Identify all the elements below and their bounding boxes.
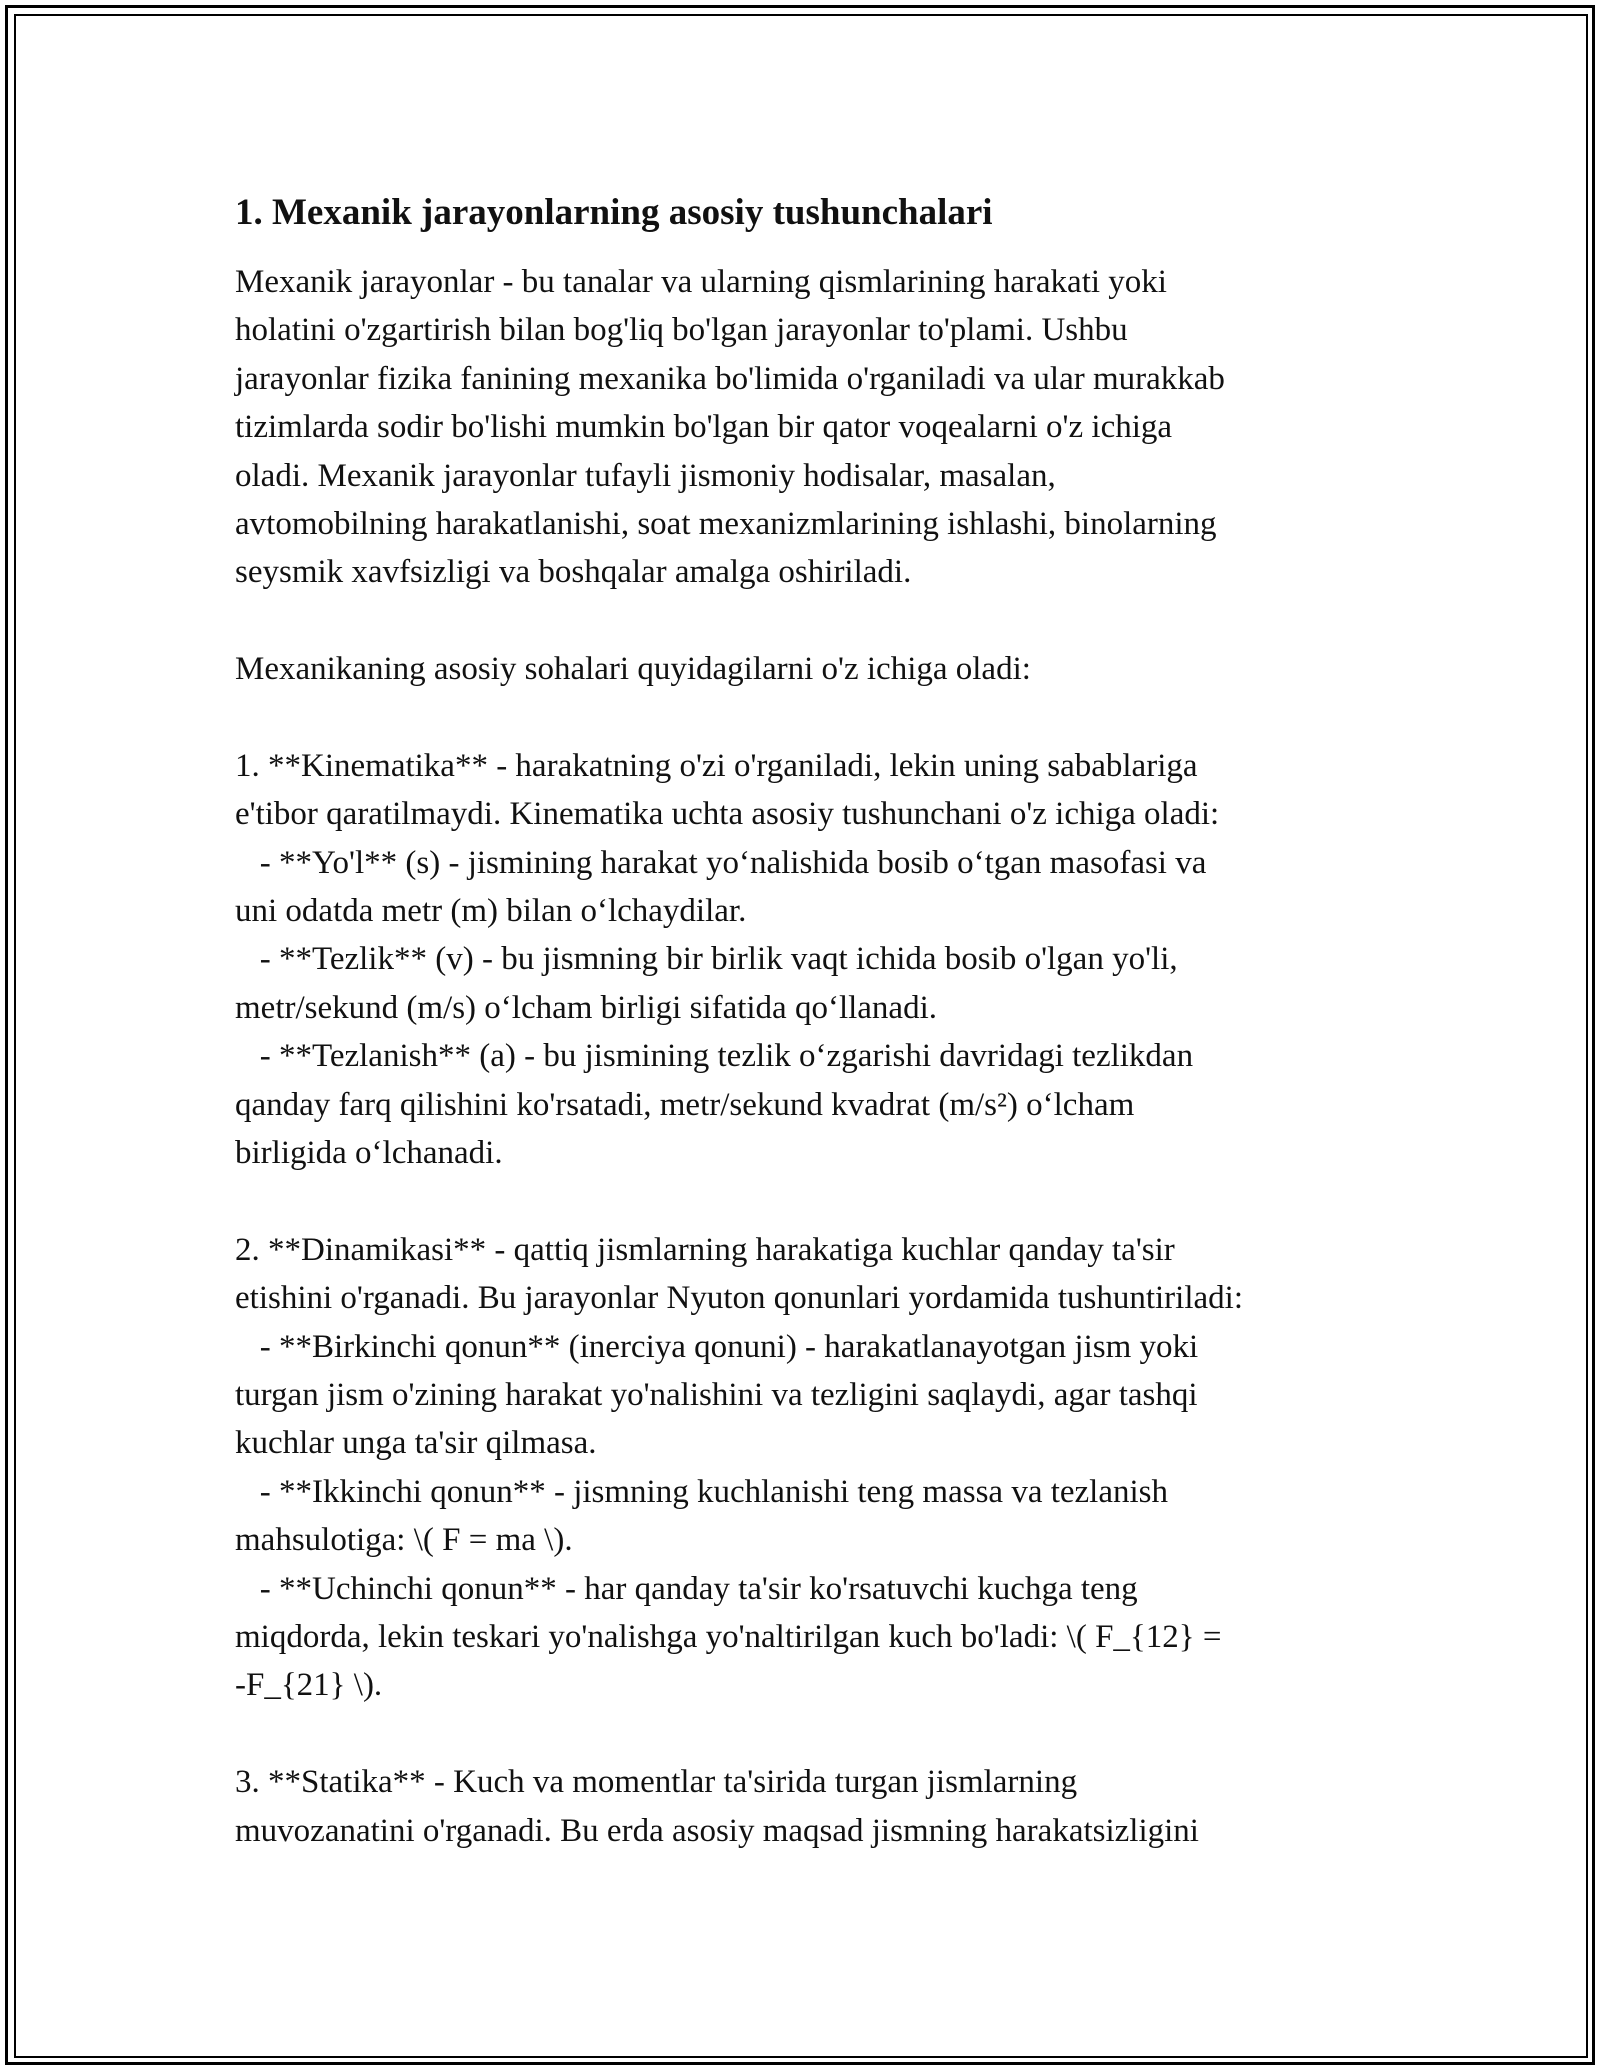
text-line: - **Ikkinchi qonun** - jismning kuchlanishi teng massa va tezlanish [235,1473,1169,1510]
text-line: turgan jism o'zining harakat yo'nalishini va tezligini saqlaydi, agar tashqi [235,1376,1198,1413]
text-line: avtomobilning harakatlanishi, soat mexanizmlarining ishlashi, binolarning [235,505,1217,542]
text-line: - **Tezlanish** (a) - bu jismining tezlik o‘zgarishi davridagi tezlikdan [235,1038,1194,1075]
text-line: tizimlarda sodir bo'lishi mumkin bo'lgan bir qator voqealarni o'z ichiga [235,409,1173,446]
document-text [235,258,1365,1855]
text-line: etishini o'rganadi. Bu jarayonlar Nyuton qonunlari yordamida tushuntiriladi: [235,1280,1243,1317]
section-heading: 1. Mexanik jarayonlarning asosiy tushunchalari [235,192,993,233]
text-line: seysmik xavfsizligi va boshqalar amalga oshiriladi. [235,554,912,591]
blank-line [235,597,1365,645]
text-line: 1. **Kinematika** - harakatning o'zi o'rganiladi, lekin uning sabablariga [235,747,1198,784]
text-line: - **Uchinchi qonun** - har qanday ta'sir ko'rsatuvchi kuchga teng [235,1570,1138,1607]
text-line: mahsulotiga: \( F = ma \). [235,1522,573,1559]
text-line: Mexanik jarayonlar - bu tanalar va ularning qismlarining harakati yoki [235,264,1167,300]
text-line: oladi. Mexanik jarayonlar tufayli jismoniy hodisalar, masalan, [235,457,1056,494]
text-line: metr/sekund (m/s) o‘lcham birligi sifatida qo‘llanadi. [235,989,937,1026]
text-line: qanday farq qilishini ko'rsatadi, metr/sekund kvadrat (m/s²) o‘lcham [235,1086,1135,1123]
text-line: jarayonlar fizika fanining mexanika bo'limida o'rganiladi va ular murakkab [235,360,1225,397]
text-line: Mexanikaning asosiy sohalari quyidagilarni o'z ichiga oladi: [235,651,1031,688]
text-line: birligida o‘lchanadi. [235,1135,503,1172]
text-line: miqdorda, lekin teskari yo'nalishga yo'naltirilgan kuch bo'ladi: \( F_{12} = [235,1618,1222,1655]
text-line: - **Birkinchi qonun** (inerciya qonuni) - harakatlanayotgan jism yoki [235,1328,1199,1365]
blank-line [235,1710,1365,1758]
text-line: muvozanatini o'rganadi. Bu erda asosiy maqsad jismning harakatsizligini [235,1812,1199,1849]
document-body [235,188,1365,1855]
text-line: uni odatda metr (m) bilan o‘lchaydilar. [235,893,747,930]
text-line: holatini o'zgartirish bilan bog'liq bo'lgan jarayonlar to'plami. Ushbu [235,312,1128,349]
blank-line [235,694,1365,742]
text-line: e'tibor qaratilmaydi. Kinematika uchta asosiy tushunchani o'z ichiga oladi: [235,796,1220,833]
text-line: - **Tezlik** (v) - bu jismning bir birlik vaqt ichida bosib o'lgan yo'li, [235,941,1178,978]
text-line: 3. **Statika** - Kuch va momentlar ta'sirida turgan jismlarning [235,1764,1078,1801]
text-line: 2. **Dinamikasi** - qattiq jismlarning harakatiga kuchlar qanday ta'sir [235,1231,1175,1268]
text-line: -F_{21} \). [235,1667,383,1704]
text-line: kuchlar unga ta'sir qilmasa. [235,1425,597,1462]
blank-line [235,1177,1365,1225]
text-line: - **Yo'l** (s) - jismining harakat yo‘nalishida bosib o‘tgan masofasi va [235,844,1207,881]
